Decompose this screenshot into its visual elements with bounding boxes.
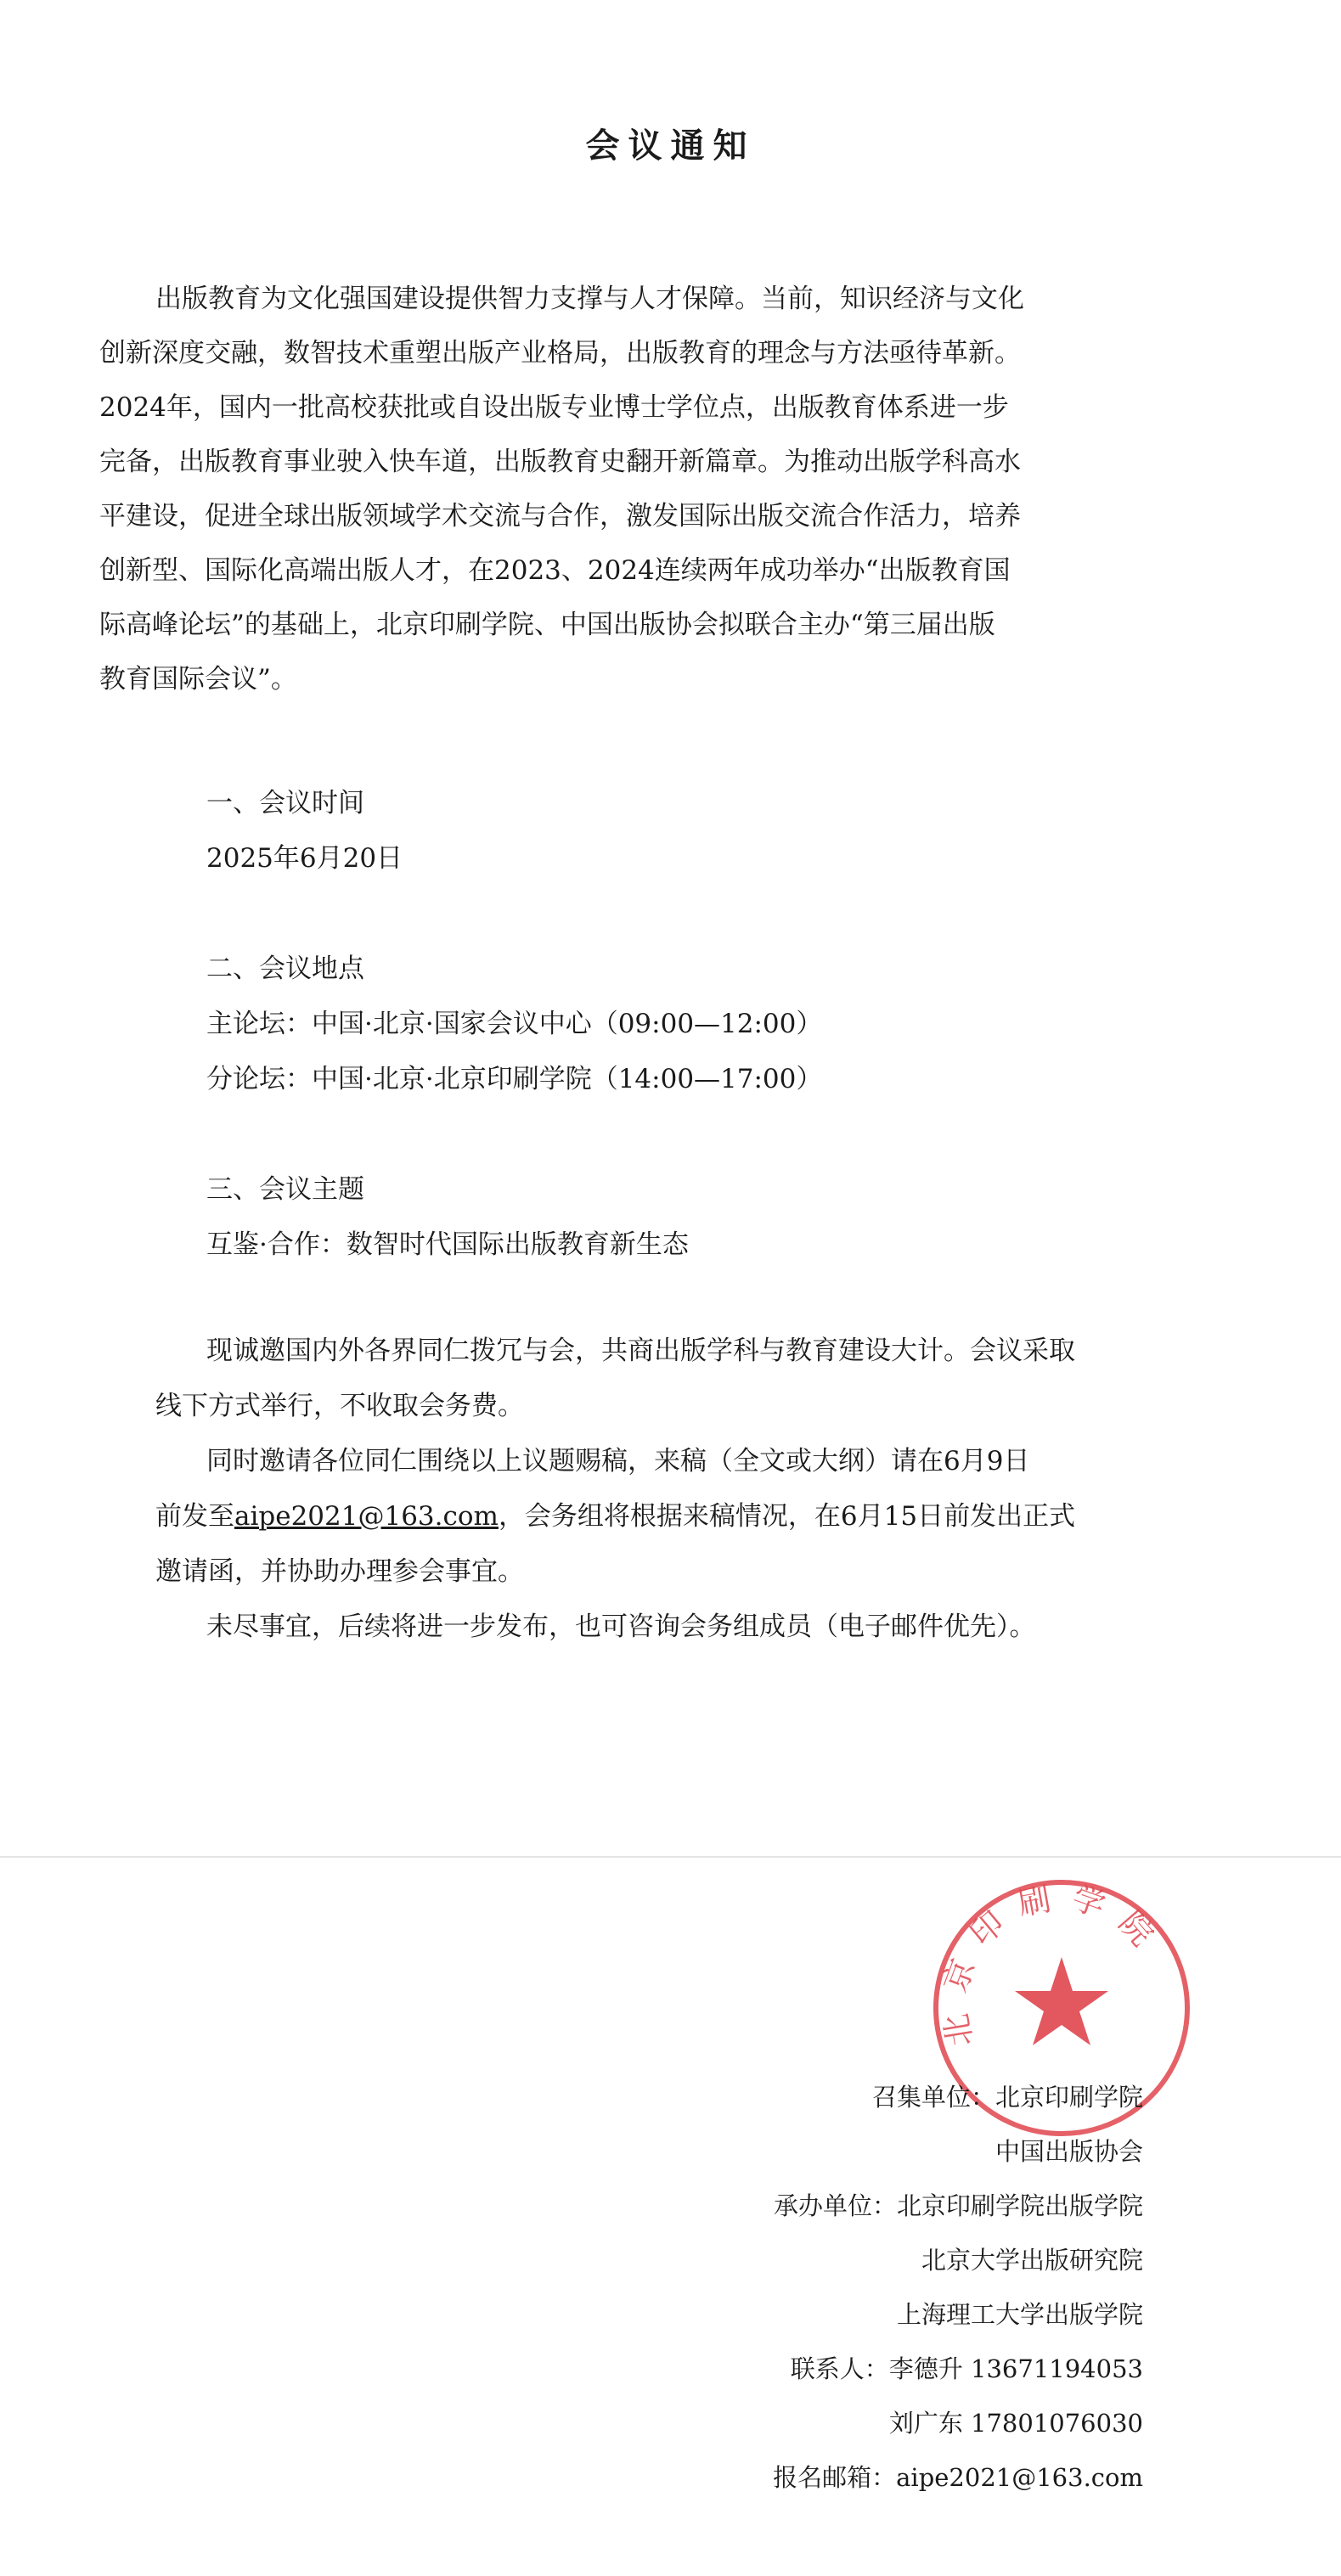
section-heading-theme: 三、会议主题 bbox=[206, 1174, 364, 1205]
intro-line: 2024年，国内一批高校获批或自设出版专业博士学位点，出版教育体系进一步 bbox=[99, 392, 1009, 423]
intro-line: 际高峰论坛”的基础上，北京印刷学院、中国出版协会拟联合主办“第三届出版 bbox=[99, 610, 995, 640]
intro-line: 出版教育为文化强国建设提供智力支撑与人才保障。当前，知识经济与文化 bbox=[155, 284, 1024, 314]
organizer-2: 北京大学出版研究院 bbox=[921, 2246, 1143, 2275]
contact-label: 联系人： bbox=[790, 2354, 889, 2383]
submission-line-3: 邀请函，并协助办理参会事宜。 bbox=[155, 1556, 524, 1587]
submission-line-1: 同时邀请各位同仁围绕以上议题赐稿，来稿（全文或大纲）请在6月9日 bbox=[206, 1446, 1030, 1476]
organizer-label: 承办单位： bbox=[773, 2191, 897, 2220]
organizer-row-1 bbox=[774, 2187, 1143, 2222]
sub-forum-venue: 分论坛：中国·北京·北京印刷学院（14:00—17:00） bbox=[206, 1064, 823, 1094]
submission-line-2 bbox=[155, 1494, 1075, 1533]
page-title: 会议通知 bbox=[585, 127, 756, 166]
section-heading-time: 一、会议时间 bbox=[206, 788, 364, 818]
organizer-1: 北京印刷学院出版学院 bbox=[896, 2191, 1143, 2220]
invite-line-1: 现诚邀国内外各界同仁拨冗与会，共商出版学科与教育建设大计。会议采取 bbox=[206, 1336, 1075, 1366]
seal-text: 北京印刷学院 bbox=[936, 1878, 1171, 2049]
invite-line-2: 线下方式举行，不收取会务费。 bbox=[155, 1391, 524, 1421]
email-label: 报名邮箱： bbox=[773, 2463, 897, 2492]
convener-2: 中国出版协会 bbox=[994, 2137, 1143, 2166]
intro-paragraph bbox=[99, 272, 1132, 706]
email-row bbox=[773, 2459, 1143, 2494]
intro-line: 创新型、国际化高端出版人才，在2023、2024连续两年成功举办“出版教育国 bbox=[99, 555, 1011, 586]
closing-note: 未尽事宜，后续将进一步发布，也可咨询会务组成员（电子邮件优先）。 bbox=[206, 1611, 1036, 1642]
intro-line: 教育国际会议”。 bbox=[99, 664, 297, 695]
intro-line: 完备，出版教育事业驶入快车道，出版教育史翻开新篇章。为推动出版学科高水 bbox=[99, 447, 1021, 477]
meeting-date: 2025年6月20日 bbox=[206, 843, 403, 874]
convener-label: 召集单位： bbox=[871, 2083, 995, 2112]
meeting-theme: 互鉴·合作：数智时代国际出版教育新生态 bbox=[206, 1229, 689, 1260]
intro-line: 平建设，促进全球出版领域学术交流与合作，激发国际出版交流合作活力，培养 bbox=[99, 501, 1021, 532]
organizer-3: 上海理工大学出版学院 bbox=[896, 2300, 1143, 2329]
signup-email[interactable]: aipe2021@163.com bbox=[896, 2463, 1143, 2492]
contact-2: 刘广东 17801076030 bbox=[888, 2409, 1143, 2438]
submission-suffix: ，会务组将根据来稿情况，在6月15日前发出正式 bbox=[498, 1501, 1076, 1532]
convener-1: 北京印刷学院 bbox=[994, 2083, 1143, 2112]
intro-line: 创新深度交融，数智技术重塑出版产业格局，出版教育的理念与方法亟待革新。 bbox=[99, 338, 1021, 368]
contact-1: 李德升 13671194053 bbox=[888, 2354, 1143, 2383]
contact-row-1 bbox=[791, 2350, 1143, 2385]
submission-prefix: 前发至 bbox=[155, 1501, 234, 1532]
section-heading-venue: 二、会议地点 bbox=[206, 953, 364, 984]
star-icon bbox=[1015, 1957, 1108, 2045]
convener-row-1 bbox=[872, 2078, 1143, 2113]
page-divider bbox=[0, 1856, 1341, 1858]
submission-email-link[interactable]: aipe2021@163.com bbox=[234, 1501, 499, 1532]
main-forum-venue: 主论坛：中国·北京·国家会议中心（09:00—12:00） bbox=[206, 1009, 823, 1039]
